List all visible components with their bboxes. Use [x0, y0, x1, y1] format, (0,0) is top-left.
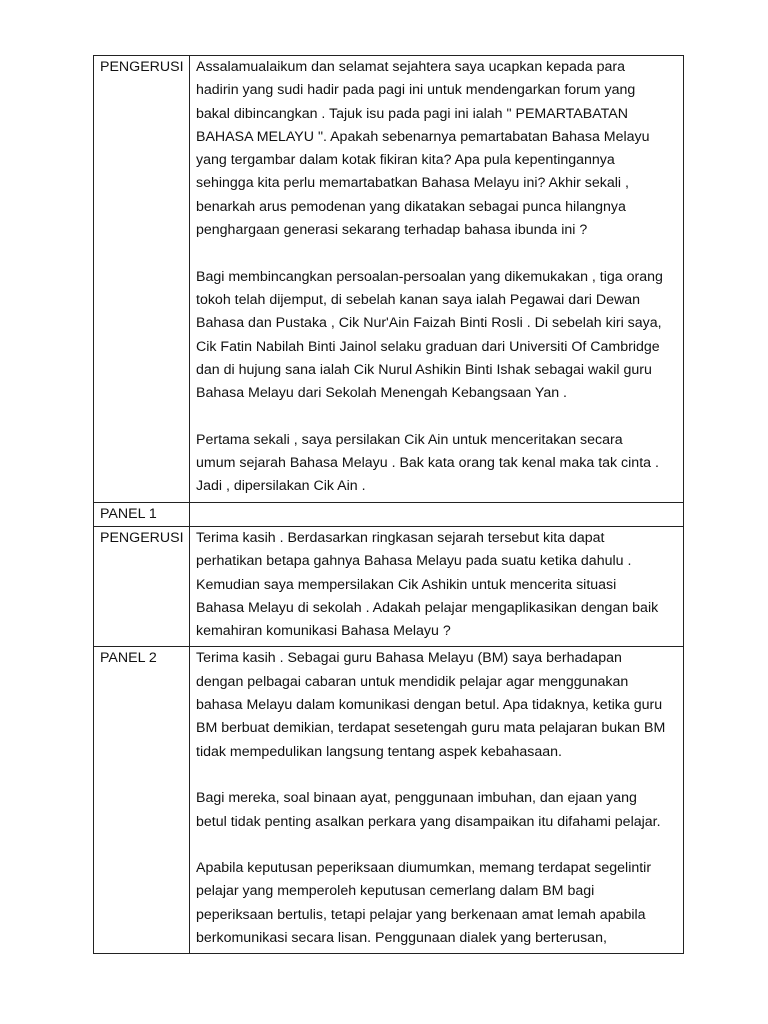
speech-line: umum sejarah Bahasa Melayu . Bak kata orang tak kenal maka tak cinta . [196, 455, 659, 472]
speech-line: benarkah arus pemodenan yang dikatakan sebagai punca hilangnya [196, 198, 626, 215]
speaker-cell: PANEL 2 [94, 647, 190, 954]
forum-script-body [94, 56, 684, 954]
forum-script-table [93, 55, 684, 954]
speech-line: Jadi , dipersilakan Cik Ain . [196, 478, 366, 495]
speech-line: hadirin yang sudi hadir pada pagi ini untuk mendengarkan forum yang [196, 82, 636, 99]
speech-paragraph [196, 647, 679, 763]
speech-line: bakal dibincangkan . Tajuk isu pada pagi ini ialah " PEMARTABATAN [196, 105, 628, 122]
speech-paragraph [196, 527, 679, 643]
speech-line: Bagi membincangkan persoalan-persoalan yang dikemukakan , tiga orang [196, 268, 663, 285]
speaker-cell: PENGERUSI [94, 56, 190, 503]
speech-line: Kemudian saya mempersilakan Cik Ashikin untuk mencerita situasi [196, 576, 617, 593]
speech-line: yang tergambar dalam kotak fikiran kita? Apa pula kepentingannya [196, 152, 615, 169]
speech-cell [190, 56, 684, 503]
speech-paragraph [196, 787, 679, 834]
speech-line: sehingga kita perlu memartabatkan Bahasa Melayu ini? Akhir sekali , [196, 175, 629, 192]
speech-paragraph [196, 429, 679, 499]
speech-line: Bagi mereka, soal binaan ayat, penggunaan imbuhan, dan ejaan yang [196, 790, 637, 807]
speech-line: tokoh telah dijemput, di sebelah kanan saya ialah Pegawai dari Dewan [196, 291, 641, 308]
speech-line: pelajar yang memperoleh keputusan cemerlang dalam BM bagi [196, 883, 595, 900]
speech-paragraph [196, 266, 679, 406]
speech-line: betul tidak penting asalkan perkara yang disampaikan itu difahami pelajar. [196, 813, 661, 830]
speech-line: BM berbuat demikian, terdapat sesetengah guru mata pelajaran bukan BM [196, 720, 666, 737]
speech-line: Bahasa Melayu di sekolah . Adakah pelajar mengaplikasikan dengan baik [196, 599, 659, 616]
cell-bottom-spacer [196, 950, 679, 953]
script-row [94, 647, 684, 954]
speech-line: bahasa Melayu dalam komunikasi dengan betul. Apa tidaknya, ketika guru [196, 697, 663, 714]
speech-line: dengan pelbagai cabaran untuk mendidik pelajar agar menggunakan [196, 673, 629, 690]
speech-line: BAHASA MELAYU ". Apakah sebenarnya pemartabatan Bahasa Melayu [196, 128, 650, 145]
script-row [94, 56, 684, 503]
speaker-cell: PENGERUSI [94, 526, 190, 646]
speech-line: Bahasa dan Pustaka , Cik Nur'Ain Faizah Binti Rosli . Di sebelah kiri saya, [196, 315, 662, 332]
speech-cell [190, 526, 684, 646]
speech-paragraph [196, 857, 679, 950]
speech-line: peperiksaan bertulis, tetapi pelajar yang berkenaan amat lemah apabila [196, 906, 646, 923]
speech-line: Cik Fatin Nabilah Binti Jainol selaku graduan dari Universiti Of Cambridge [196, 338, 660, 355]
speaker-cell: PANEL 1 [94, 502, 190, 526]
speech-line: Apabila keputusan peperiksaan diumumkan, memang terdapat segelintir [196, 860, 652, 877]
script-row [94, 526, 684, 646]
speech-line: Terima kasih . Berdasarkan ringkasan sejarah tersebut kita dapat [196, 529, 605, 546]
script-row [94, 502, 684, 526]
speech-line: tidak mempedulikan langsung tentang aspek kebahasaan. [196, 743, 562, 760]
speech-line: penghargaan generasi sekarang terhadap bahasa ibunda ini ? [196, 222, 588, 239]
speech-line: kemahiran komunikasi Bahasa Melayu ? [196, 623, 451, 640]
speech-line: Assalamualaikum dan selamat sejahtera saya ucapkan kepada para [196, 59, 626, 75]
speech-line: berkomunikasi secara lisan. Penggunaan dialek yang berterusan, [196, 929, 607, 946]
speech-cell [190, 502, 684, 526]
speech-cell [190, 647, 684, 954]
speech-line: Terima kasih . Sebagai guru Bahasa Melayu (BM) saya berhadapan [196, 650, 622, 667]
speech-line: Pertama sekali , saya persilakan Cik Ain untuk menceritakan secara [196, 431, 623, 448]
speech-paragraph [196, 56, 679, 242]
speech-line: Bahasa Melayu dari Sekolah Menengah Kebangsaan Yan . [196, 385, 567, 402]
speech-line: perhatikan betapa gahnya Bahasa Melayu pada suatu ketika dahulu . [196, 553, 632, 570]
speech-line: dan di hujung sana ialah Cik Nurul Ashikin Binti Ishak sebagai wakil guru [196, 361, 652, 378]
